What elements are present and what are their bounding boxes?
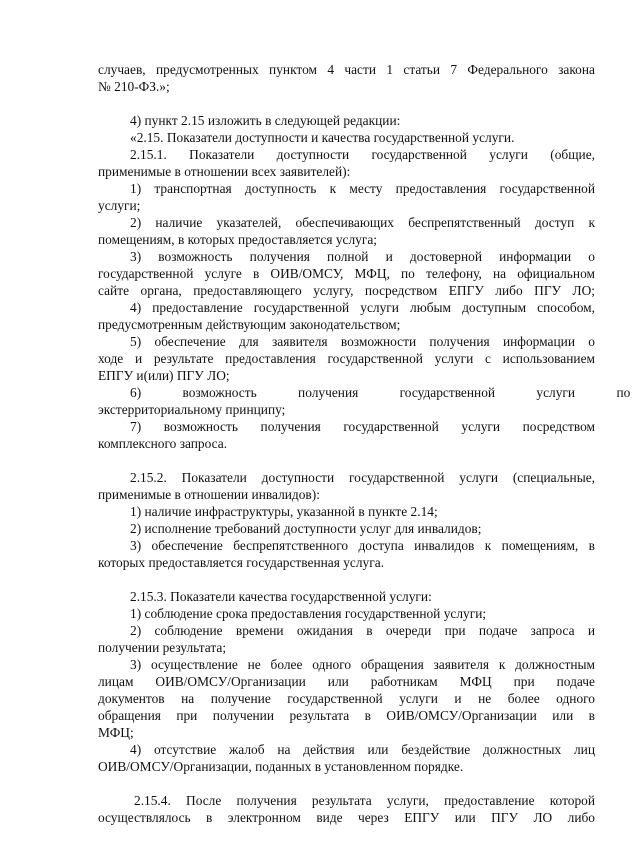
- text-line: предусмотренным действующим законодательством;: [98, 317, 401, 332]
- text-line: ОИВ/ОМСУ/Организации, поданных в установленном порядке.: [98, 759, 464, 774]
- text-line: сайте органа, предоставляющего услугу, посредством ЕПГУ либо ПГУ ЛО;: [98, 283, 595, 298]
- text-line: № 210-ФЗ.»;: [98, 79, 170, 94]
- text-line: 4) предоставление государственной услуги любым доступным способом,: [130, 300, 595, 315]
- text-line: МФЦ;: [98, 725, 134, 740]
- text-line: помещениям, в которых предоставляется услуга;: [98, 232, 377, 247]
- text-line: случаев, предусмотренных пунктом 4 части 1 статьи 7 Федерального закона: [98, 62, 595, 77]
- text-line: «2.15. Показатели доступности и качества государственной услуги.: [130, 130, 515, 145]
- text-line: 2) соблюдение времени ожидания в очереди при подаче запроса и: [130, 623, 595, 638]
- text-line: документов на получение государственной услуги и не более одного: [98, 691, 595, 706]
- text-line: применимые в отношении всех заявителей):: [98, 164, 351, 179]
- text-line: применимые в отношении инвалидов):: [98, 487, 320, 502]
- text-line: 2.15.1. Показатели доступности государственной услуги (общие,: [130, 147, 595, 162]
- text-line: комплексного запроса.: [98, 436, 228, 451]
- text-line: 1) наличие инфраструктуры, указанной в пункте 2.14;: [130, 504, 438, 519]
- text-line: 2) наличие указателей, обеспечивающих беспрепятственный доступ к: [130, 215, 595, 230]
- text-line: 5) обеспечение для заявителя возможности получения информации о: [130, 334, 595, 349]
- text-line: услуги;: [98, 198, 141, 213]
- text-line: которых предоставляется государственная услуга.: [98, 555, 385, 570]
- text-line: 1) соблюдение срока предоставления государственной услуги;: [130, 606, 487, 621]
- text-line: государственной услуге в ОИВ/ОМСУ, МФЦ, по телефону, на официальном: [98, 266, 595, 281]
- text-line: 3) обеспечение беспрепятственного доступа инвалидов к помещениям, в: [130, 538, 595, 553]
- text-line: 1) транспортная доступность к месту предоставления государственной: [130, 181, 595, 196]
- text-line: 3) возможность получения полной и достоверной информации о: [130, 249, 595, 264]
- text-line: 2.15.4. После получения результата услуги, предоставление которой: [134, 793, 595, 808]
- text-line: 4) пункт 2.15 изложить в следующей редакции:: [130, 113, 401, 128]
- text-line: 6) возможность получения государственной услуги по: [130, 385, 631, 400]
- text-line: 3) осуществление не более одного обращения заявителя к должностным: [130, 657, 595, 672]
- text-line: осуществлялось в электронном виде через ЕПГУ или ПГУ ЛО либо: [98, 810, 595, 825]
- text-line: 7) возможность получения государственной услуги посредством: [130, 419, 595, 434]
- text-line: обращения при получении результата в ОИВ/ОМСУ/Организации или в: [98, 708, 595, 723]
- text-line: экстерриториальному принципу;: [98, 402, 286, 417]
- text-line: ЕПГУ и(или) ПГУ ЛО;: [98, 368, 230, 383]
- text-line: 2.15.3. Показатели качества государственной услуги:: [130, 589, 432, 604]
- text-line: 2.15.2. Показатели доступности государственной услуги (специальные,: [130, 470, 595, 485]
- text-line: 4) отсутствие жалоб на действия или бездействие должностных лиц: [130, 742, 595, 757]
- text-line: 2) исполнение требований доступности услуг для инвалидов;: [130, 521, 482, 536]
- text-line: ходе и результате предоставления государственной услуги с использованием: [98, 351, 595, 366]
- text-line: лицам ОИВ/ОМСУ/Организации или работникам МФЦ при подаче: [98, 674, 595, 689]
- text-line: получении результата;: [98, 640, 227, 655]
